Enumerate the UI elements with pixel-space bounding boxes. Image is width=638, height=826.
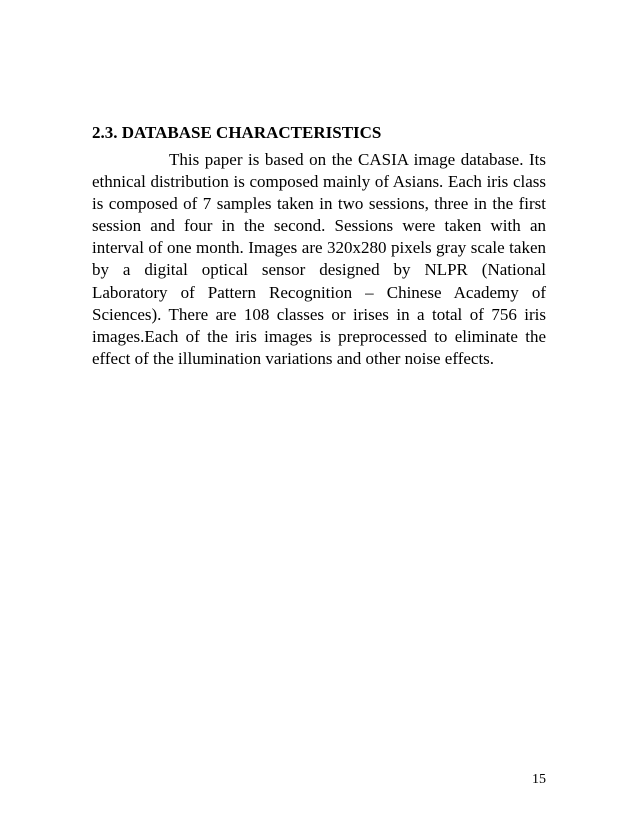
section-heading: 2.3. DATABASE CHARACTERISTICS — [92, 123, 382, 142]
section-paragraph: This paper is based on the CASIA image database. Its ethnical distribution is composed mainly of Asians. Each iris class is composed of 7 samples taken in two sessions, three in the first session and four in the second. Sessions were taken with an interval of one month. Images are 320x280 pixels gray scale taken by a digital optical sensor designed by NLPR (National Laboratory of Pattern Recognition – Chinese Academy of Sciences). There are 108 classes or irises in a total of 756 iris images.Each of the iris images is preprocessed to eliminate the effect of the illumination variations and other noise effects. — [92, 150, 546, 368]
page-number: 15 — [532, 772, 546, 787]
